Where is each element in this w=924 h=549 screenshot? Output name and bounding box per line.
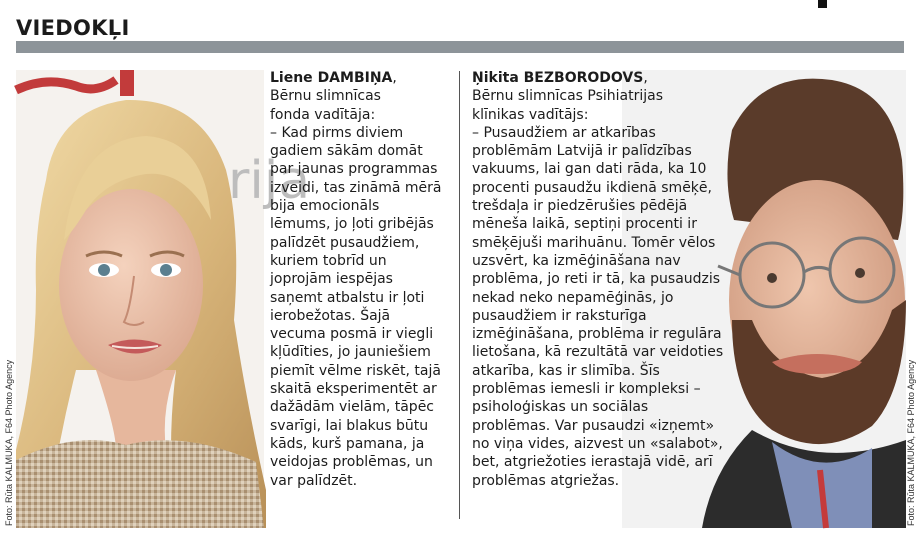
article-line: smēķējuši marihuānu. Tomēr vēlos bbox=[472, 234, 716, 251]
photo-credit-left: Foto: Rūta KALMUKA, F64 Photo Agency bbox=[4, 359, 14, 526]
article-line: piemīt vēlme riskēt, tajā bbox=[270, 362, 441, 379]
article-line: kļūdīties, jo jauniešiem bbox=[270, 344, 431, 361]
article-line: lēmums, jo ļoti gribējās bbox=[270, 216, 434, 233]
photo-credit-right: Foto: Rūta KALMUKA, F64 Photo Agency bbox=[906, 359, 916, 526]
article-line: var palīdzēt. bbox=[270, 472, 358, 489]
article-line: lietošana, kā rezultātā var veidoties bbox=[472, 344, 724, 361]
article-line: bet, atgriežoties ierastajā vidē, arī bbox=[472, 454, 713, 471]
article-line: palīdzēt pusaudžiem, bbox=[270, 234, 420, 251]
article-line: Bērnu slimnīcas bbox=[270, 88, 381, 105]
author-name-suffix: , bbox=[392, 70, 397, 86]
svg-text:rija: rija bbox=[228, 151, 311, 211]
author-surname: DAMBIŅA bbox=[317, 70, 393, 86]
section-title: VIEDOKĻI bbox=[16, 16, 130, 40]
article-line: fonda vadītāja: bbox=[270, 106, 376, 123]
article-line: procenti pusaudžu ikdienā smēķē, bbox=[472, 179, 712, 196]
article-line: nekad neko nepamēģinās, jo bbox=[472, 289, 674, 306]
author-given-name: Ņikita bbox=[472, 70, 524, 86]
article-line: vecuma posmā ir viegli bbox=[270, 326, 434, 343]
article-line: dažādām vielām, tāpēc bbox=[270, 399, 435, 416]
article-line: kuriem tobrīd un bbox=[270, 252, 387, 269]
article-line: saņemt atbalstu ir ļoti bbox=[270, 289, 425, 306]
article-line: izmēģināšana, problēma ir regulāra bbox=[472, 326, 722, 343]
author-surname: BEZBORODOVS bbox=[523, 70, 644, 86]
article-line: psiholoģiskas un sociālas bbox=[472, 399, 649, 416]
article-line: ierobežotas. Šajā bbox=[270, 307, 391, 324]
article-line: – Pusaudžiem ar atkarības bbox=[472, 124, 656, 141]
article-line: – Kad pirms diviem bbox=[270, 124, 404, 141]
article-line: pusaudžiem ir raksturīga bbox=[472, 307, 647, 324]
author-name bbox=[270, 69, 448, 87]
article-line: veidojas problēmas, un bbox=[270, 454, 433, 471]
article-line: no viņa vides, aizvest un «salabot», bbox=[472, 435, 723, 452]
article-line: par jaunas programmas bbox=[270, 161, 438, 178]
article-line: problēmas atgriežas. bbox=[472, 472, 620, 489]
article-line: Bērnu slimnīcas Psihiatrijas bbox=[472, 88, 664, 105]
column-divider bbox=[459, 71, 460, 519]
article-line: bija emocionāls bbox=[270, 198, 380, 215]
decorative-mark bbox=[818, 0, 827, 8]
article-line: klīnikas vadītājs: bbox=[472, 106, 589, 123]
article-line: problēmas. Var pusaudzi «izņemt» bbox=[472, 417, 715, 434]
author-name-suffix: , bbox=[643, 70, 648, 86]
opinion-article-bezborodovs bbox=[472, 69, 732, 490]
article-line: svarīgi, lai blakus būtu bbox=[270, 417, 429, 434]
author-given-name: Liene bbox=[270, 70, 318, 86]
article-line: problēma, jo reti ir tā, ka pusaudzis bbox=[472, 271, 721, 288]
article-line: skaitā eksperimentēt ar bbox=[270, 381, 437, 398]
article-line: gadiem sākām domāt bbox=[270, 143, 423, 160]
article-line: problēmām Latvijā ir palīdzības bbox=[472, 143, 692, 160]
article-line: atkarība, kas ir slimība. Šīs bbox=[472, 362, 660, 379]
article-line: joprojām iespējas bbox=[270, 271, 393, 288]
article-line: izveidi, tas zināmā mērā bbox=[270, 179, 442, 196]
author-name bbox=[472, 69, 732, 87]
article-line: kāds, kurš pamana, ja bbox=[270, 435, 425, 452]
article-line: vakuums, lai gan dati rāda, ka 10 bbox=[472, 161, 707, 178]
article-line: problēmas iemesli ir kompleksi – bbox=[472, 381, 701, 398]
article-line: trešdaļa ir piedzērušies pēdējā bbox=[472, 198, 688, 215]
opinion-article-dambina bbox=[270, 69, 448, 490]
article-line: mēneša laikā, septiņi procenti ir bbox=[472, 216, 697, 233]
title-rule bbox=[16, 41, 904, 53]
article-line: uzsvērt, ka izmēģināšana nav bbox=[472, 252, 681, 269]
